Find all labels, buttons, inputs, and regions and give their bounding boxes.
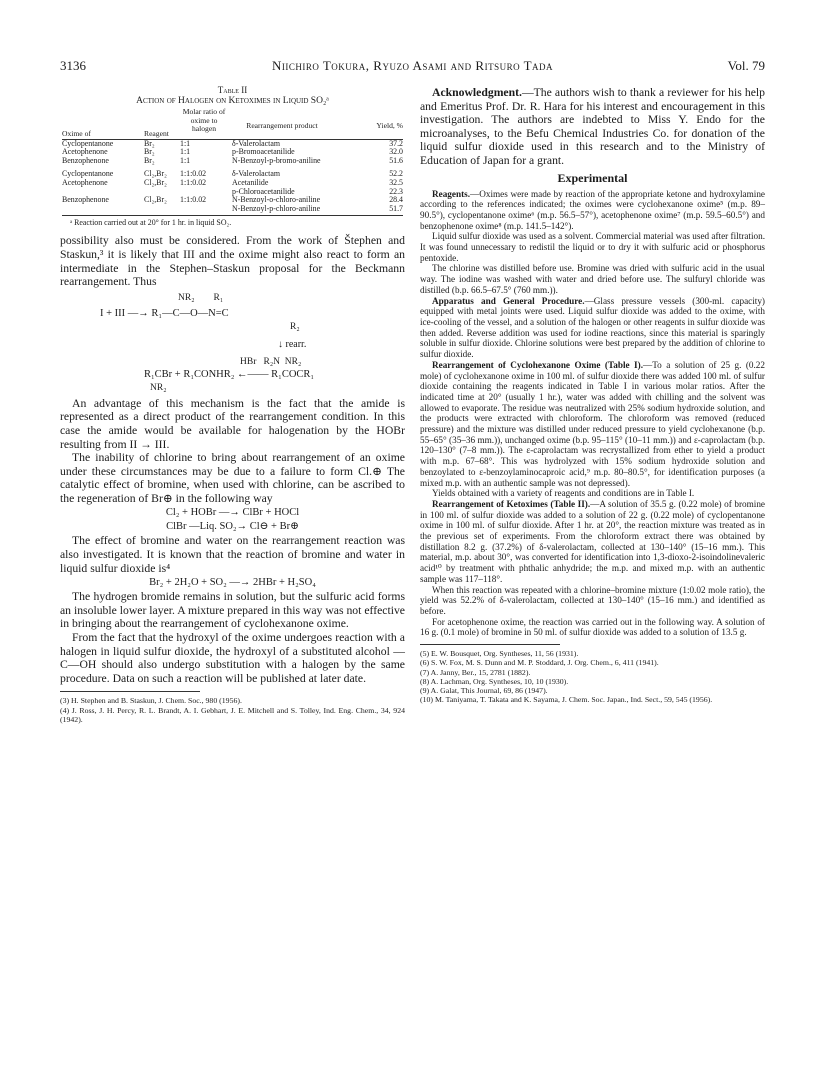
paragraph: Reagents.—Oximes were made by reaction of the appropriate ketone and hydroxylamine according to the references indicated; the oximes were cyclohexanone oxime⁵ (m.p. 89–90.5°), cyclopentanone oxime⁶ (m.p. 56.5–57°), acetophenone oxime⁷ (m.p. 59.5–60.5°) and benzophenone oxime⁸ (m.p. 141.5–142°). <box>420 188 765 231</box>
scheme-equation: I + III —→ R₁—C—O—N=C <box>100 307 229 319</box>
table-title: Action of Halogen on Ketoximes in Liquid SO₂ᵃ <box>136 96 329 106</box>
paragraph: For acetophenone oxime, the reaction was carried out in the following way. A solution of 16 g. (0.1 mole) of bromine in 50 ml. of sulfur dioxide was added to a solution of 13.5 g. <box>420 616 765 638</box>
paragraph: An advantage of this mechanism is the fact that the amide is represented as a direct product of the rearrangement condition. In this case the amide would be available for halogenation by the HOBr resulting from II → III. <box>60 396 405 451</box>
footnote: (9) A. Galat, This Journal, 69, 86 (1947). <box>420 685 548 695</box>
footnote: (8) A. Lachman, Org. Syntheses, 10, 10 (1930). <box>420 676 569 686</box>
scheme-rearr: ↓ rearr. <box>278 338 307 350</box>
footnote: (10) M. Taniyama, T. Takata and K. Sayama, J. Chem. Soc. Japan., Ind. Sect., 59, 545 (1956). <box>420 695 713 705</box>
table-row: Cyclopentanone Cl₂,Br₂ 1:1:0.02 δ-Valerolactam 52.2 <box>62 169 403 179</box>
footnote: (4) J. Ross, J. H. Percy, R. L. Brandt, A. I. Gebhart, J. E. Mitchell and S. Tolley, Ind. Eng. Chem., 34, 924 (1942). <box>60 705 405 724</box>
col-header-reagent: Reagent <box>144 129 169 138</box>
equation-2: ClBr —Liq. SO₂→ Cl⊖ + Br⊕ <box>166 521 299 533</box>
running-header <box>60 58 765 74</box>
scheme-nr2-r1: NR₂ R₁ <box>178 292 224 303</box>
paragraph: Rearrangement of Ketoximes (Table II).—A solution of 35.5 g. (0.22 mole) of bromine in 100 ml. of sulfur dioxide was added to a solution of 22 g. (0.22 mole) of cyclopentanone oxime in 100 ml. of sulfur dioxide. After 1 hr. at 20°, the reaction mixture was treated as in the previous set of experiments. From the chloroform extract there was obtained by distillation 8.2 g. (37.2%) of δ-valerolactam, collected at 130–140° (15–16 mm.). This material, m.p. about 30°, was converted for identification into 1,3-dioxo-2-isoindolinevaleric acid¹⁰ by treatment with phthalic anhydride; the m.p. and mixed m.p. with an authentic sample was 117–118°. <box>420 498 765 584</box>
footnote-rule <box>420 644 560 645</box>
table-row: p-Chloroacetanilide 22.3 <box>232 186 403 196</box>
page-number: 3136 <box>60 58 86 73</box>
paragraph: Liquid sulfur dioxide was used as a solvent. Commercial material was used after filtration. It was found unnecessary to redistil the liquid or to dry it with sulfuric acid or phosphorus pentoxide. <box>420 231 765 263</box>
scheme-products: R₁CBr + R₁CONHR₂ ←—— R₁COCR₁ <box>144 368 315 380</box>
paragraph: The effect of bromine and water on the rearrangement reaction was also investigated. It is known that the reaction of bromine and water in liquid sulfur dioxide is⁴ <box>60 534 405 575</box>
footnote-rule <box>60 691 200 692</box>
footnote: (3) H. Stephen and B. Staskun, J. Chem. Soc., 980 (1956). <box>60 696 242 706</box>
equation-1: Cl₂ + HOBr —→ ClBr + HOCl <box>165 507 300 519</box>
col-header-oxime: Oxime of <box>62 129 91 138</box>
table-row: Benzophenone Br₂ 1:1 N-Benzoyl-p-bromo-aniline 51.6 <box>62 155 403 165</box>
col-header-product: Rearrangement product <box>246 121 318 130</box>
table-row: Benzophenone Cl₂,Br₂ 1:1:0.02 N-Benzoyl-o-chloro-aniline 28.4 <box>62 195 403 205</box>
paragraph: When this reaction was repeated with a chlorine–bromine mixture (1:0.02 mole ratio), the yield was 52.2% of δ-valerolactam, collected at 130–140° (15–16 mm.) and identified as before. <box>420 584 765 616</box>
table-ii <box>60 108 405 216</box>
scheme-hbr: HBr R₂N NR₂ <box>240 356 302 367</box>
right-column <box>420 86 765 704</box>
paragraph: The inability of chlorine to bring about rearrangement of an oxime under these circumstances may be due to a failure to form Cl.⊕ The catalytic effect of bromine, when used with chlorine, can be ascribed to the regeneration of Br⊕ in the following way <box>60 451 405 505</box>
ack-label: Acknowledgment. <box>432 86 522 99</box>
scheme-r2: R₂ <box>290 321 300 332</box>
paragraph: The hydrogen bromide remains in solution, but the sulfuric acid forms an insoluble lower layer. A mixture prepared in this way was not effective in bringing about the rearrangement of cyclohexanone oxime. <box>60 590 405 631</box>
table-row: Acetophenone Br₂ 1:1 p-Bromoacetanilide 32.0 <box>62 147 403 157</box>
mechanism-scheme <box>60 291 405 383</box>
header-authors: Niichiro Tokura, Ryuzo Asami and Ritsuro Tada <box>271 58 554 73</box>
table-row: Cyclopentanone Br₂ 1:1 δ-Valerolactam 37.2 <box>62 138 403 148</box>
paragraph: Yields obtained with a variety of reagents and conditions are in Table I. <box>432 488 695 499</box>
footnote: (7) A. Janny, Ber., 15, 2781 (1882). <box>420 667 531 677</box>
experimental-heading: Experimental <box>557 170 628 185</box>
acknowledgment: Acknowledgment.—The authors wish to thank a reviewer for his help and Emeritus Prof. Dr. R. Hara for his interest and encouragement in this investigation. The authors are indebted to Miss Y. Endo for the microanalyses, to the Befu Chemical Industries Co. for donation of the liquid sulfur dioxide used in this research and to the Ministry of Education of Japan for a grant. <box>420 86 765 167</box>
table-footnote: ᵃ Reaction carried out at 20° for 1 hr. in liquid SO₂. <box>70 218 232 228</box>
table-row: Acetophenone Cl₂,Br₂ 1:1:0.02 Acetanilide 32.5 <box>62 177 403 187</box>
col-header-yield: Yield, % <box>376 121 403 130</box>
col-header-ratio: Molar ratio of oxime to halogen <box>182 107 226 134</box>
footnote: (5) E. W. Bousquet, Org. Syntheses, 11, 56 (1931). <box>420 649 579 659</box>
footnote: (6) S. W. Fox, M. S. Dunn and M. P. Stoddard, J. Org. Chem., 6, 411 (1941). <box>420 658 659 668</box>
table-row: N-Benzoyl-p-chloro-aniline 51.7 <box>232 203 403 213</box>
paragraph: possibility also must be considered. From the work of Štephen and Staskun,³ it is likely that III and the oxime might also react to form an intermediate in the Stephen–Staskun proposal for the Beckmann rearrangement. Thus <box>60 234 405 289</box>
scheme-nr2-bottom: NR₂ <box>150 382 167 393</box>
paragraph: Rearrangement of Cyclohexanone Oxime (Table I).—To a solution of 25 g. (0.22 mole) of cyclohexanone oxime in 100 ml. of sulfur dioxide there was added 100 ml. of sulfur dioxide containing the reagents indicated in Table I in various molar ratios. After the indicated time at 20° (usually 1 hr.), water was added with chilling and the solvent was allowed to evaporate. The residue was neutralized with 25% sodium hydroxide solution, and the products were extracted with chloroform. The chloroform was removed (reduced pressure) and the mixture was distilled under reduced pressure to yield cyclohexanone (b.p. 55–65° (35–36 mm.)), unchanged oxime (b.p. 95–115° (10–11 mm.)) and ε-caprolactam (b.p. 120–130° (7–8 mm.)). The ε-caprolactam was recrystallized from ether to yield a product with m.p. 67–68°. This was hydrolyzed with 15% sodium hydroxide solution and benzoylated to ε-benzoylaminocaproic acid,⁹ m.p. 80–80.5°, for identification purposes (a mixed m.p. with an authentic sample was not depressed). <box>420 359 765 488</box>
paragraph: From the fact that the hydroxyl of the oxime undergoes reaction with a halogen in liquid sulfur dioxide, the hydroxyl of a substituted alcohol —C—OH should also undergo substitution with a halogen by the same procedure. Data on such a reaction will be published at later date. <box>60 631 405 685</box>
paragraph: The chlorine was distilled before use. Bromine was dried with sulfuric acid in the usual way. The iodine was washed with water and dried before use. The sulfuryl chloride was distilled (b.p. 66.5–67.5° (760 mm.)). <box>420 263 765 295</box>
paragraph: Apparatus and General Procedure.—Glass pressure vessels (300-ml. capacity) equipped with metal joints were used. Liquid sulfur dioxide was added to the oxime, with ice-cooling of the vessel, and a solution of the halogen or other reagents in sulfur dioxide was then added. Reverse addition was used for iodine reactions, since this material is sparingly soluble in sulfur dioxide. Chlorine solutions were best prepared by the addition of chlorine to sulfur dioxide. <box>420 295 765 360</box>
equation-3: Br₂ + 2H₂O + SO₂ —→ 2HBr + H₂SO₄ <box>149 577 316 589</box>
table-label: Table II <box>217 85 248 95</box>
left-column <box>60 86 405 724</box>
volume-label: Vol. 79 <box>727 58 765 73</box>
